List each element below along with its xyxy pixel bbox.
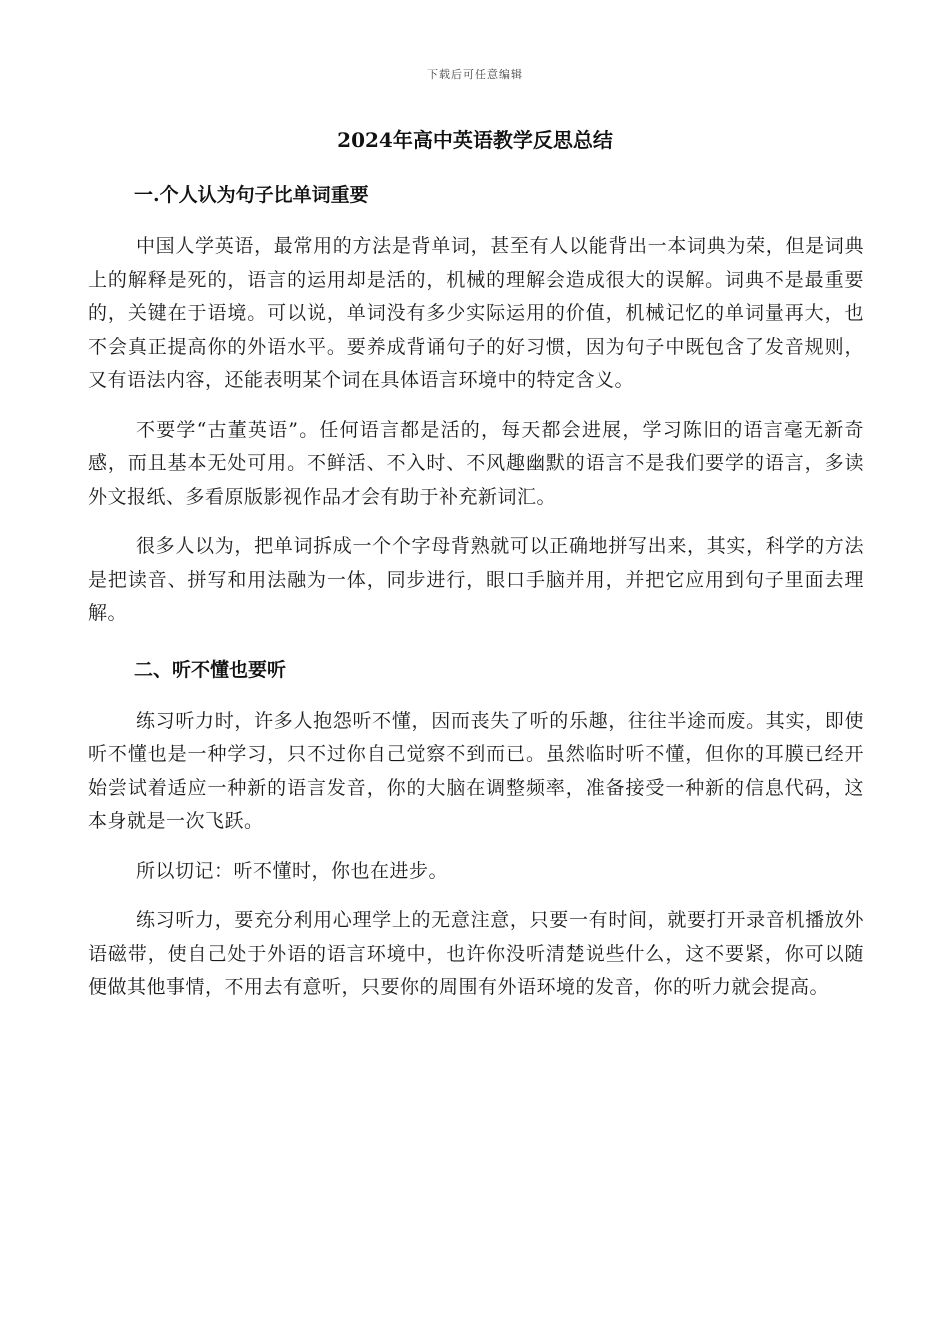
section-1 xyxy=(88,178,864,631)
paragraph: 练习听力，要充分利用心理学上的无意注意，只要一有时间，就要打开录音机播放外语磁带，使自己处于外语的语言环境中，也许你没听清楚说些什么，这不要紧，你可以随便做其他事情，不用去有意听，只要你的周围有外语环境的发音，你的听力就会提高。 xyxy=(88,909,864,998)
section-heading: 二、听不懂也要听 xyxy=(134,658,287,681)
paragraph: 练习听力时，许多人抱怨听不懂，因而丧失了听的乐趣，往往半途而废。其实，即使听不懂也是一种学习，只不过你自己觉察不到而已。虽然临时听不懂，但你的耳膜已经开始尝试着适应一种新的语言发音，你的大脑在调整频率，准备接受一种新的信息代码，这本身就是一次飞跃。 xyxy=(88,709,864,832)
paragraph: 中国人学英语，最常用的方法是背单词，甚至有人以能背出一本词典为荣，但是词典上的解释是死的，语言的运用却是活的，机械的理解会造成很大的误解。词典不是最重要的，关键在于语境。可以说，单词没有多少实际运用的价值，机械记忆的单词量再大，也不会真正提高你的外语水平。要养成背诵句子的好习惯，因为句子中既包含了发音规则，又有语法内容，还能表明某个词在具体语言环境中的特定含义。 xyxy=(88,235,864,391)
document-body xyxy=(88,178,864,1021)
header-note: 下载后可任意编辑 xyxy=(427,68,523,81)
section-2 xyxy=(88,653,864,1005)
paragraph: 不要学“古董英语”。任何语言都是活的，每天都会进展，学习陈旧的语言毫无新奇感，而且基本无处可用。不鲜活、不入时、不风趣幽默的语言不是我们要学的语言，多读外文报纸、多看原版影视作品才会有助于补充新词汇。 xyxy=(88,418,864,508)
document-title: 2024年高中英语教学反思总结 xyxy=(337,128,613,152)
paragraph: 很多人以为，把单词拆成一个个字母背熟就可以正确地拼写出来，其实，科学的方法是把读音、拼写和用法融为一体，同步进行，眼口手脑并用，并把它应用到句子里面去理解。 xyxy=(88,535,864,624)
paragraph: 所以切记：听不懂时，你也在进步。 xyxy=(136,859,449,882)
section-heading: 一.个人认为句子比单词重要 xyxy=(134,184,369,206)
